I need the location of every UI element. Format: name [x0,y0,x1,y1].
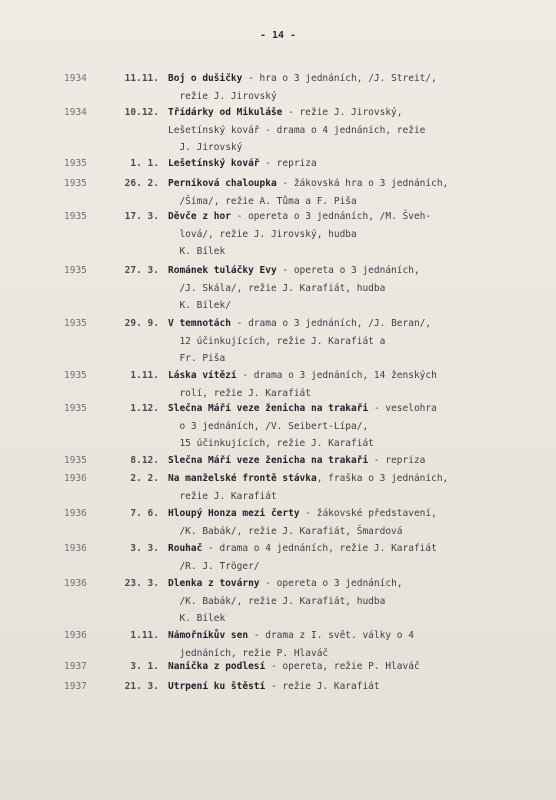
entry-date: 10.12. [124,107,159,118]
entry-body [168,470,538,505]
entry-line: o 3 jednáních, /V. Seibert-Lípa/, [168,420,369,432]
entry-line: /J. Skála/, režie J. Karafiát, hudba [168,282,386,294]
entry-description: - repriza [259,158,317,169]
entry-date: 23. 3. [124,578,159,589]
entry-date: 17. 3. [124,211,159,222]
entry-date: 3. 3. [130,543,159,554]
entry-date: 7. 6. [130,508,159,519]
entry-year: 1936 [64,630,87,641]
entry-year: 1935 [64,178,87,189]
entry-title: Nanička z podlesí [168,661,266,672]
entry-title: Rouhač [168,543,203,554]
entry-line: režie J. Karafiát [168,490,277,502]
entry-body [168,175,538,210]
entry-title: Třídárky od Mikuláše [168,107,283,118]
entry-title: Slečna Máří veze ženicha na trakaři [168,403,369,414]
entry-date: 11.11. [124,73,159,84]
entry-line: K. Bílek [168,613,226,624]
entry-line: /K. Babák/, režie J. Karafiát, Šmardová [168,525,403,537]
entry-body [168,367,538,402]
entry-year: 1935 [64,265,87,276]
entry-year: 1937 [64,681,87,692]
entry-year: 1936 [64,508,87,519]
entry-line [168,70,538,88]
entry-year: 1937 [64,661,87,672]
entry-line [168,262,538,280]
entry-title: Slečna Máří veze ženicha na trakaři [168,455,369,466]
entry-date: 1.12. [130,403,159,414]
entry-line: /R. J. Tröger/ [168,560,260,572]
page-number: - 14 - [259,30,297,41]
entry-year: 1935 [64,370,87,381]
entry-line: jednáních, režie P. Hlaváč [168,647,329,659]
entry-line [168,104,538,122]
entry-body [168,540,538,575]
entry-line: režie J. Jirovský [168,90,277,102]
entry-year: 1935 [64,211,87,222]
entry-line: K. Bílek [168,246,226,257]
entry-description: - drama o 3 jednáních, 14 ženských [236,370,437,381]
entry-line [168,627,538,645]
entry-description: - hra o 3 jednáních, /J. Streit/, [242,73,437,84]
entry-year: 1936 [64,578,87,589]
entry-date: 29. 9. [124,318,159,329]
entry-date: 1.11. [130,630,159,641]
entry-body [168,70,538,105]
entry-title: Boj o dušičky [168,73,243,84]
entry-year: 1935 [64,403,87,414]
entry-line [168,175,538,193]
entry-date: 2. 2. [130,473,159,484]
entry-title: Perníková chaloupka [168,178,277,189]
entry-title: Láska vítězí [168,370,237,381]
entry-description: - drama o 4 jednáních, režie J. Karafiát [202,543,437,554]
entry-description: - opereta, režie P. Hlaváč [265,661,420,672]
entry-line [168,208,538,226]
entry-line: /K. Babák/, režie J. Karafiát, hudba [168,595,386,607]
entry-description: - opereta o 3 jednáních, [276,265,420,276]
entry-title: Lešetínský kovář [168,158,260,169]
entry-body [168,452,538,470]
entry-description: - drama z I. svět. války o 4 [248,630,414,641]
entry-description: - režie J. Jirovský, [282,107,403,118]
entry-body [168,575,538,628]
entry-body [168,262,538,315]
entry-line: Lešetínský kovář - drama o 4 jednáních, režie [168,124,426,136]
entry-description: - žákovské představení, [299,508,437,519]
entry-title: Utrpení ku štěstí [168,681,266,692]
entry-date: 3. 1. [130,661,159,672]
entry-line [168,400,538,418]
entry-line [168,155,538,173]
entry-description: - opereta o 3 jednáních, /M. Šveh- [230,211,432,222]
entry-line: Fr. Piša [168,353,226,364]
entry-year: 1934 [64,107,87,118]
entry-body [168,658,538,676]
entry-line: rolí, režie J. Karafiát [168,387,311,399]
entry-description: - žákovská hra o 3 jednáních, [276,178,449,189]
entry-line [168,678,538,696]
entry-line [168,367,538,385]
entry-description: - režie J. Karafiát [265,681,380,692]
entry-line [168,315,538,333]
entry-date: 26. 2. [124,178,159,189]
entry-line: 15 účinkujících, režie J. Karafiát [168,438,374,449]
entry-date: 1.11. [130,370,159,381]
entry-line [168,505,538,523]
entry-title: Románek tuláčky Evy [168,265,277,276]
entry-body [168,400,538,453]
entry-year: 1934 [64,73,87,84]
entry-body [168,315,538,368]
entry-body [168,505,538,540]
entry-description: - repriza [368,455,426,466]
entry-line [168,470,538,488]
entry-year: 1935 [64,158,87,169]
entry-date: 21. 3. [124,681,159,692]
entry-description: , fraška o 3 jednáních, [316,473,449,484]
entry-title: Námořníkův sen [168,630,249,641]
entry-title: Hloupý Honza mezi čerty [168,508,300,519]
entry-line [168,658,538,676]
entry-date: 8.12. [130,455,159,466]
entry-line [168,575,538,593]
entry-body [168,104,538,157]
entry-line: /Šíma/, režie A. Tůma a F. Piša [168,195,357,207]
entry-year: 1936 [64,473,87,484]
entry-title: Na manželské frontě stávka [168,473,317,484]
entry-description: - opereta o 3 jednáních, [259,578,403,589]
entry-description: - drama o 3 jednáních, /J. Beran/, [230,318,432,329]
entry-line: 12 účinkujících, režie J. Karafiát a [168,335,386,347]
entry-line [168,540,538,558]
entry-year: 1935 [64,455,87,466]
entry-date: 1. 1. [130,158,159,169]
entry-body [168,627,538,662]
entry-description: - veselohra [368,403,437,414]
entry-title: Děvče z hor [168,211,231,222]
entry-title: V temnotách [168,318,231,329]
entry-line [168,452,538,470]
entry-line: J. Jirovský [168,142,243,153]
entry-date: 27. 3. [124,265,159,276]
entry-title: Dlenka z továrny [168,578,260,589]
entry-year: 1936 [64,543,87,554]
entry-body [168,208,538,261]
entry-body [168,678,538,696]
entry-line: K. Bílek/ [168,300,231,311]
entry-year: 1935 [64,318,87,329]
entry-line: lová/, režie J. Jirovský, hudba [168,228,357,240]
entry-body [168,155,538,173]
